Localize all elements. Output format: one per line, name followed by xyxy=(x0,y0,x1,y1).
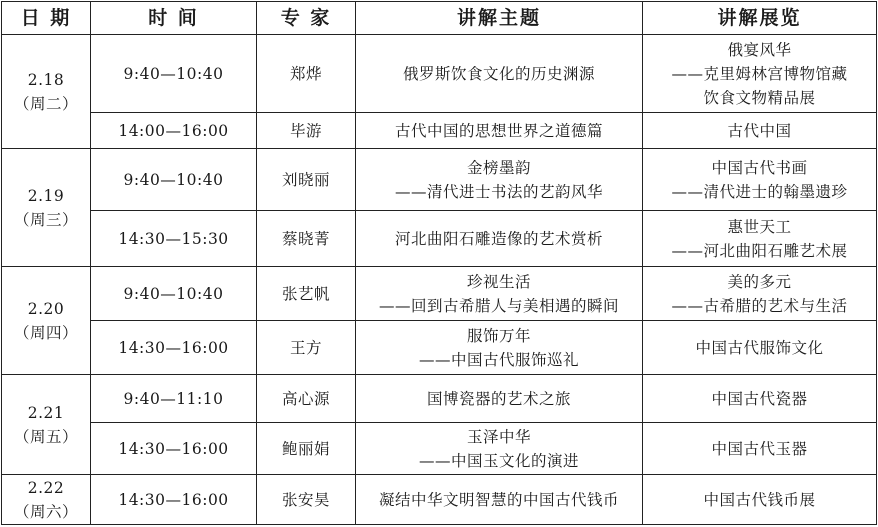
date-cell xyxy=(2,375,91,475)
date-label: 2.21 xyxy=(27,403,65,422)
topic-cell xyxy=(356,149,643,211)
topic-line: 服饰万年 xyxy=(466,326,531,345)
weekday-label: （周四） xyxy=(13,323,78,342)
expert-cell: 刘晓丽 xyxy=(257,149,356,211)
table-row xyxy=(2,321,877,375)
topic-line: 河北曲阳石雕造像的艺术赏析 xyxy=(394,229,603,248)
exhibition-line: 中国古代书画 xyxy=(711,158,808,177)
time-cell: 14:30—16:00 xyxy=(91,475,257,525)
exhibition-line: 惠世天工 xyxy=(727,217,792,236)
topic-cell xyxy=(356,475,643,525)
topic-cell xyxy=(356,267,643,321)
weekday-label: （周六） xyxy=(13,502,78,521)
topic-cell xyxy=(356,423,643,475)
date-label: 2.22 xyxy=(27,478,65,497)
date-label: 2.18 xyxy=(27,70,65,89)
header-date: 日 期 xyxy=(2,2,91,35)
exhibition-line: 中国古代玉器 xyxy=(711,439,808,458)
time-cell: 14:30—16:00 xyxy=(91,423,257,475)
table-row xyxy=(2,35,877,113)
date-cell xyxy=(2,149,91,267)
exhibition-cell xyxy=(643,321,877,375)
expert-cell: 王方 xyxy=(257,321,356,375)
date-cell xyxy=(2,267,91,375)
topic-cell xyxy=(356,211,643,267)
time-cell: 9:40—10:40 xyxy=(91,149,257,211)
lecture-schedule-table xyxy=(1,1,877,525)
topic-line: ——中国古代服饰巡礼 xyxy=(418,350,579,369)
exhibition-line: 中国古代瓷器 xyxy=(711,389,808,408)
topic-line: 古代中国的思想世界之道德篇 xyxy=(394,121,603,140)
header-expert: 专 家 xyxy=(257,2,356,35)
table-row xyxy=(2,267,877,321)
topic-line: 金榜墨韵 xyxy=(466,158,531,177)
table-row xyxy=(2,211,877,267)
exhibition-cell xyxy=(643,267,877,321)
expert-cell: 毕游 xyxy=(257,113,356,149)
expert-cell: 蔡晓菁 xyxy=(257,211,356,267)
exhibition-cell xyxy=(643,35,877,113)
exhibition-line: 饮食文物精品展 xyxy=(703,88,816,107)
topic-cell xyxy=(356,113,643,149)
exhibition-line: ——古希腊的艺术与生活 xyxy=(671,296,848,315)
topic-line: 凝结中华文明智慧的中国古代钱币 xyxy=(378,490,619,509)
topic-cell xyxy=(356,375,643,423)
header-time: 时 间 xyxy=(91,2,257,35)
exhibition-cell xyxy=(643,475,877,525)
exhibition-cell xyxy=(643,423,877,475)
time-cell: 14:00—16:00 xyxy=(91,113,257,149)
exhibition-cell xyxy=(643,211,877,267)
date-cell xyxy=(2,475,91,525)
time-cell: 14:30—15:30 xyxy=(91,211,257,267)
weekday-label: （周三） xyxy=(13,210,78,229)
header-topic: 讲解主题 xyxy=(356,2,643,35)
exhibition-line: ——清代进士的翰墨遗珍 xyxy=(671,182,848,201)
expert-cell: 鲍丽娟 xyxy=(257,423,356,475)
topic-line: 俄罗斯饮食文化的历史渊源 xyxy=(402,64,595,83)
header-row xyxy=(2,2,877,35)
exhibition-cell xyxy=(643,113,877,149)
exhibition-line: 俄宴风华 xyxy=(727,40,792,59)
exhibition-line: 古代中国 xyxy=(727,121,792,140)
date-cell xyxy=(2,35,91,149)
topic-line: ——回到古希腊人与美相遇的瞬间 xyxy=(378,296,619,315)
exhibition-line: 美的多元 xyxy=(727,272,792,291)
topic-line: 玉泽中华 xyxy=(466,427,531,446)
table-row xyxy=(2,475,877,525)
exhibition-cell xyxy=(643,375,877,423)
topic-cell xyxy=(356,321,643,375)
table-row xyxy=(2,375,877,423)
exhibition-line: 中国古代服饰文化 xyxy=(695,338,824,357)
time-cell: 14:30—16:00 xyxy=(91,321,257,375)
exhibition-line: ——河北曲阳石雕艺术展 xyxy=(671,241,848,260)
time-cell: 9:40—11:10 xyxy=(91,375,257,423)
header-exhibition: 讲解展览 xyxy=(643,2,877,35)
topic-line: 珍视生活 xyxy=(466,272,531,291)
topic-line: ——中国玉文化的演进 xyxy=(418,451,579,470)
exhibition-line: 中国古代钱币展 xyxy=(703,490,816,509)
topic-line: 国博瓷器的艺术之旅 xyxy=(426,389,571,408)
exhibition-cell xyxy=(643,149,877,211)
table-row xyxy=(2,423,877,475)
table-row xyxy=(2,113,877,149)
time-cell: 9:40—10:40 xyxy=(91,267,257,321)
expert-cell: 郑烨 xyxy=(257,35,356,113)
expert-cell: 高心源 xyxy=(257,375,356,423)
weekday-label: （周五） xyxy=(13,427,78,446)
date-label: 2.20 xyxy=(27,299,65,318)
table-row xyxy=(2,149,877,211)
weekday-label: （周二） xyxy=(13,94,78,113)
topic-cell xyxy=(356,35,643,113)
exhibition-line: ——克里姆林宫博物馆藏 xyxy=(671,64,848,83)
schedule-body xyxy=(2,35,877,525)
topic-line: ——清代进士书法的艺韵风华 xyxy=(394,182,603,201)
time-cell: 9:40—10:40 xyxy=(91,35,257,113)
expert-cell: 张艺帆 xyxy=(257,267,356,321)
expert-cell: 张安昊 xyxy=(257,475,356,525)
date-label: 2.19 xyxy=(27,186,65,205)
